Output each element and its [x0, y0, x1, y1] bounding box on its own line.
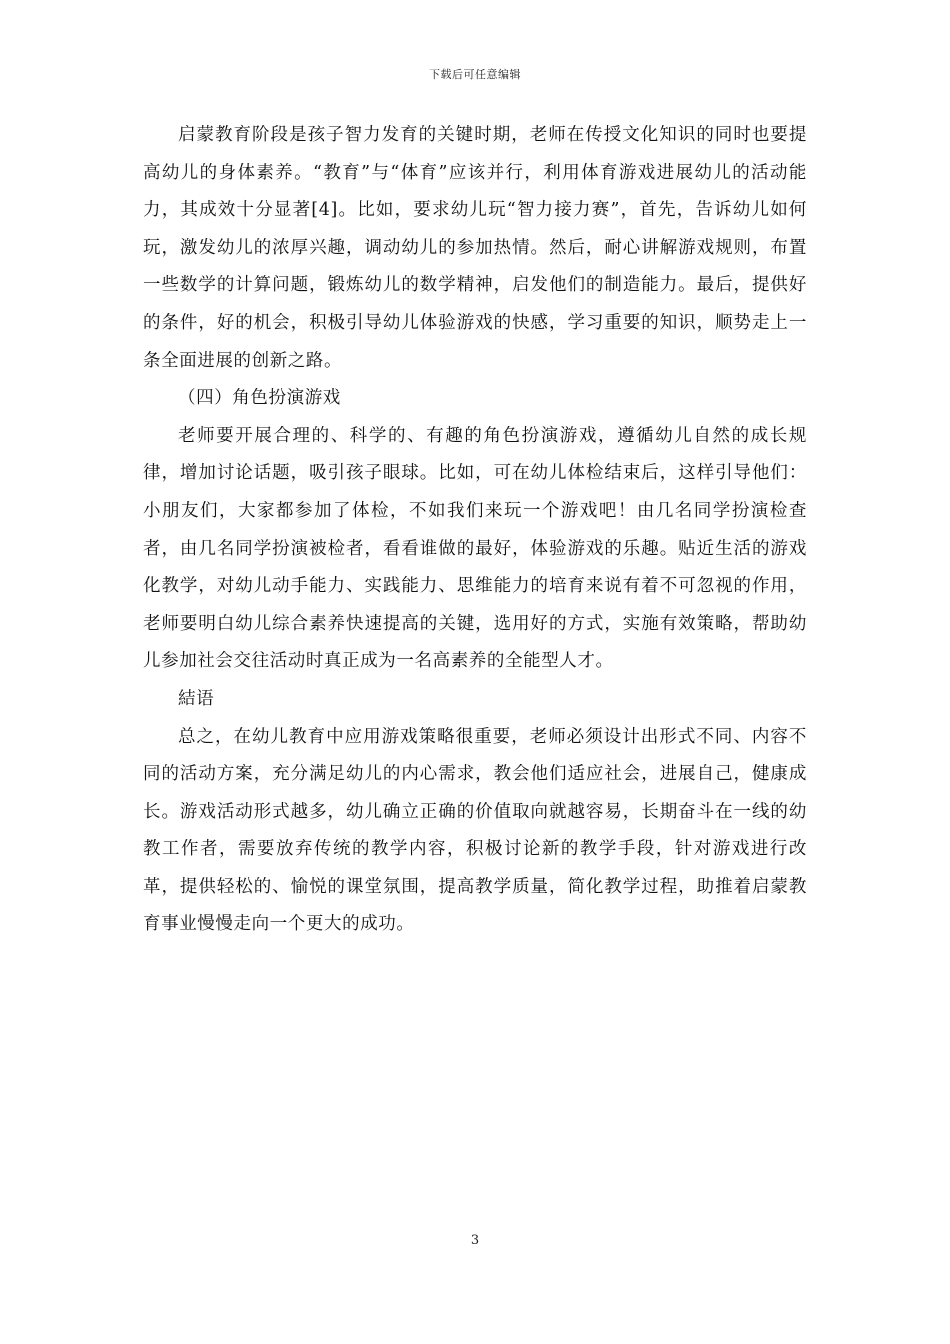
- document-body: [143, 117, 807, 944]
- section-heading-role-play: （四）角色扮演游戏: [178, 388, 341, 409]
- paragraph-sports-games: 启蒙教育阶段是孩子智力发育的关键时期，老师在传授文化知识的同时也要提高幼儿的身体素养。“教育”与“体育”应该并行，利用体育游戏进展幼儿的活动能力，其成效十分显著[4]。比如，要求幼儿玩“智力接力赛”，首先，告诉幼儿如何玩，激发幼儿的浓厚兴趣，调动幼儿的参加热情。然后，耐心讲解游戏规则，布置一些数学的计算问题，锻炼幼儿的数学精神，启发他们的制造能力。最后，提供好的条件，好的机会，积极引导幼儿体验游戏的快感，学习重要的知识，顺势走上一条全面进展的创新之路。: [143, 125, 807, 371]
- page-header: 下载后可任意编辑: [429, 68, 521, 81]
- section-heading-conclusion: 結语: [178, 688, 215, 709]
- page-number: 3: [470, 1233, 480, 1248]
- paragraph-role-play: 老师要开展合理的、科学的、有趣的角色扮演游戏，遵循幼儿自然的成长规律，增加讨论话题，吸引孩子眼球。比如，可在幼儿体检结束后，这样引导他们：小朋友们，大家都参加了体检，不如我们来玩一个游戏吧！由几名同学扮演检查者，由几名同学扮演被检者，看看谁做的最好，体验游戏的乐趣。贴近生活的游戏化教学，对幼儿动手能力、实践能力、思维能力的培育来说有着不可忽视的作用，老师要明白幼儿综合素养快速提高的关键，选用好的方式，实施有效策略，帮助幼儿参加社会交往活动时真正成为一名高素养的全能型人才。: [143, 425, 807, 672]
- paragraph-conclusion: 总之，在幼儿教育中应用游戏策略很重要，老师必须设计出形式不同、内容不同的活动方案，充分满足幼儿的内心需求，教会他们适应社会，进展自己，健康成长。游戏活动形式越多，幼儿确立正确的价值取向就越容易，长期奋斗在一线的幼教工作者，需要放弃传统的教学内容，积极讨论新的教学手段，针对游戏进行改革，提供轻松的、愉悦的课堂氛围，提高教学质量，简化教学过程，助推着启蒙教育事业慢慢走向一个更大的成功。: [143, 726, 807, 935]
